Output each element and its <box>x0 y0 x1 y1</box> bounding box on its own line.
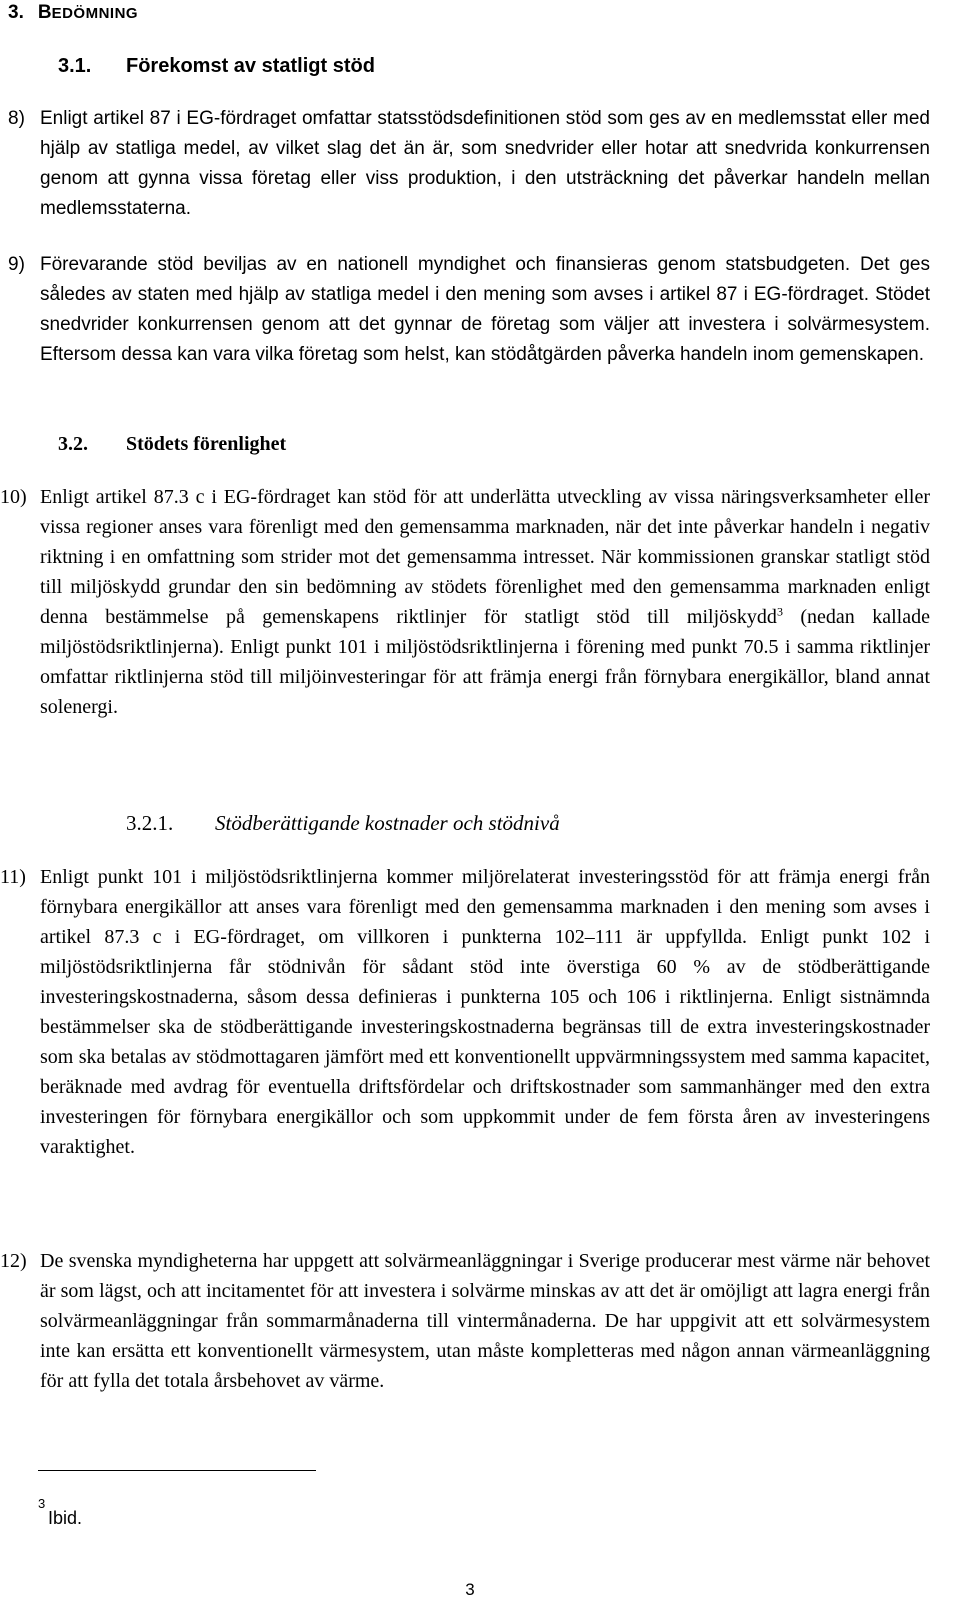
subsection-number: 3.2.1. <box>126 811 174 835</box>
section-title-rest: EDÖMNING <box>51 5 139 22</box>
paragraph-text-part-2: (nedan kallade miljöstödsriktlinjerna). Enligt punkt 101 i miljöstödsriktlinjerna i förening med punkt 70.5 i samma riktlinjer omfattar riktlinjerna stöd till miljöinvesteringar för att främja energi från förnybara energikällor, bland annat solenergi. <box>40 606 930 718</box>
page-number: 3 <box>465 1580 475 1599</box>
paragraph-12 <box>0 1246 930 1396</box>
footnote-reference[interactable]: 3 <box>776 604 783 619</box>
section-number: 3. <box>8 2 24 23</box>
paragraph-number: 10) <box>0 486 27 508</box>
paragraph-number: 9) <box>8 254 25 275</box>
subsection-heading-3-2 <box>58 430 286 458</box>
subsection-title: Förekomst av statligt stöd <box>126 55 375 77</box>
paragraph-10 <box>0 482 930 722</box>
paragraph-8 <box>0 104 930 224</box>
section-title-initial: B <box>37 2 52 23</box>
paragraph-11 <box>0 862 930 1162</box>
subsection-title: Stödberättigande kostnader och stödnivå <box>215 811 560 835</box>
paragraph-number: 12) <box>0 1250 27 1272</box>
section-heading <box>8 0 138 27</box>
subsection-number: 3.1. <box>58 55 92 77</box>
footnote-separator <box>38 1470 316 1471</box>
subsection-heading-3-2-1 <box>126 809 560 837</box>
paragraph-9 <box>0 250 930 370</box>
paragraph-text: Förevarande stöd beviljas av en nationell myndighet och finansieras genom statsbudgeten. Det ges således av staten med hjälp av statliga medel i den mening som avses i artikel 87 i EG-fördraget. Stödet snedvrider konkurrensen genom att det gynnar de företag som väljer att investera i solvärmesystem. Eftersom dessa kan vara vilka företag som helst, kan stödåtgärden påverka handeln inom gemenskapen. <box>40 254 930 365</box>
subsection-title: Stödets förenlighet <box>126 433 287 455</box>
subsection-number: 3.2. <box>58 433 88 455</box>
paragraph-number: 11) <box>0 866 26 888</box>
footnote-mark: 3 <box>38 1496 46 1511</box>
paragraph-text <box>40 482 930 722</box>
subsection-heading-3-1 <box>58 52 375 80</box>
paragraph-text-part-1: Enligt artikel 87.3 c i EG-fördraget kan stöd för att underlätta utveckling av vissa näringsverksamheter eller vissa regioner anses vara förenligt med den gemensamma marknaden, när det inte påverkar handeln i negativ riktning i en omfattning som strider mot det gemensamma intresset. När kommissionen granskar statligt stöd till miljöskydd grundar den sin bedömning av stödets förenlighet med den gemensamma marknaden enligt denna bestämmelse på gemenskapens riktlinjer för statligt stöd till miljöskydd <box>40 486 930 628</box>
paragraph-text: Enligt artikel 87 i EG-fördraget omfattar statsstödsdefinitionen stöd som ges av en medlemsstat eller med hjälp av statliga medel, av vilket slag det än är, som snedvrider eller hotar att snedvrida konkurrensen genom att gynna vissa företag eller viss produktion, i den utsträckning det påverkar handeln mellan medlemsstaterna. <box>40 108 930 219</box>
paragraph-number: 8) <box>8 108 25 129</box>
paragraph-text: De svenska myndigheterna har uppgett att solvärmeanläggningar i Sverige producerar mest värme när behovet är som lägst, och att incitamentet för att investera i solvärme minskas av att det är omöjligt att lagra energi från solvärmeanläggningar från sommarmånaderna till vintermånaderna. De har uppgivit att ett solvärmesystem inte kan ersätta ett konventionellt värmesystem, utan måste kompletteras med någon annan värmeanläggning för att fylla det totala årsbehovet av värme. <box>40 1250 930 1392</box>
paragraph-text: Enligt punkt 101 i miljöstödsriktlinjerna kommer miljörelaterat investeringsstöd för att främja energi från förnybara energikällor att anses vara förenligt med den gemensamma marknaden i den mening som avses i artikel 87.3 c i EG-fördraget, om villkoren i punkterna 102–111 är uppfyllda. Enligt punkt 102 i miljöstödsriktlinjerna får stödnivån för sådant stöd inte överstiga 60 % av de stödberättigande investeringskostnaderna, såsom dessa definieras i punkterna 105 och 106 i riktlinjerna. Enligt sistnämnda bestämmelser ska de stödberättigande investeringskostnaderna begränsas till de extra investeringskostnader som ska betalas av stödmottagaren jämfört med ett konventionellt uppvärmningssystem med samma kapacitet, beräknade med avdrag för eventuella driftsfördelar och driftskostnader som sammanhänger med den extra investeringen för förnybara energikällor och som uppkommit under de fem första åren av investeringens varaktighet. <box>40 866 930 1158</box>
footnote-text: Ibid. <box>48 1508 83 1528</box>
